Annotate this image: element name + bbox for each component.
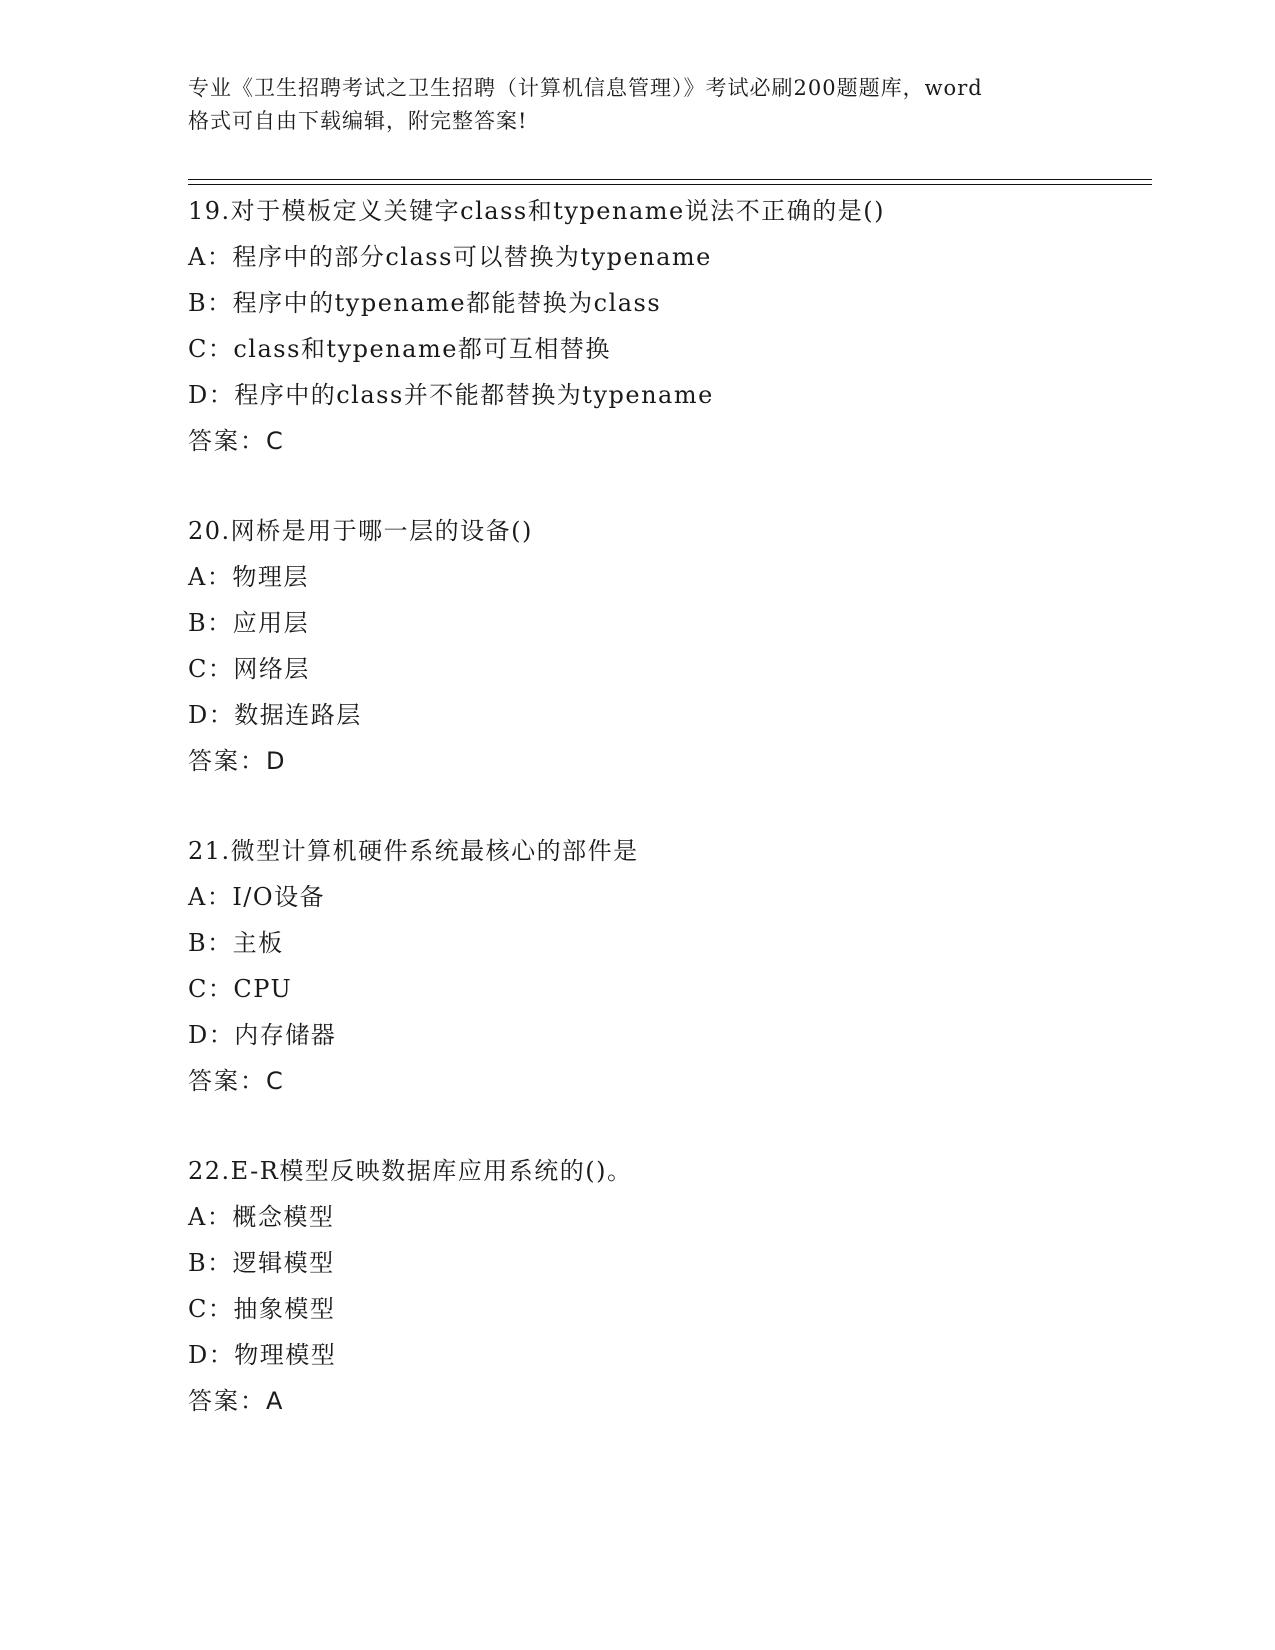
header-line-2: 格式可自由下载编辑，附完整答案! (188, 109, 528, 133)
answer: 答案：C (188, 427, 285, 455)
document-header (188, 72, 1088, 138)
option-b: B：程序中的typename都能替换为class (188, 289, 662, 317)
option-d: D：数据连路层 (188, 701, 362, 729)
question-stem: 21.微型计算机硬件系统最核心的部件是 (188, 837, 639, 865)
header-divider-bottom (188, 184, 1152, 185)
option-d: D：内存储器 (188, 1021, 337, 1049)
option-a: A：I/O设备 (188, 883, 326, 911)
option-c: C：网络层 (188, 655, 310, 683)
option-a: A：程序中的部分class可以替换为typename (188, 243, 712, 271)
option-c: C：CPU (188, 975, 293, 1003)
question-stem: 22.E-R模型反映数据库应用系统的()。 (188, 1157, 633, 1185)
option-b: B：逻辑模型 (188, 1249, 335, 1277)
option-b: B：应用层 (188, 609, 310, 637)
question-stem: 19.对于模板定义关键字class和typename说法不正确的是() (188, 197, 885, 225)
question-22 (188, 1148, 1148, 1424)
option-a: A：物理层 (188, 563, 309, 591)
question-20 (188, 508, 1148, 784)
answer: 答案：D (188, 747, 287, 775)
question-19 (188, 188, 1148, 464)
answer: 答案：A (188, 1387, 285, 1415)
option-c: C：class和typename都可互相替换 (188, 335, 611, 363)
question-stem: 20.网桥是用于哪一层的设备() (188, 517, 533, 545)
answer: 答案：C (188, 1067, 285, 1095)
question-21 (188, 828, 1148, 1104)
option-a: A：概念模型 (188, 1203, 335, 1231)
option-c: C：抽象模型 (188, 1295, 336, 1323)
header-line-1: 专业《卫生招聘考试之卫生招聘（计算机信息管理）》考试必刷200题题库，word (188, 76, 983, 100)
option-d: D：物理模型 (188, 1341, 337, 1369)
header-divider-top (188, 179, 1152, 180)
option-b: B：主板 (188, 929, 284, 957)
option-d: D：程序中的class并不能都替换为typename (188, 381, 714, 409)
